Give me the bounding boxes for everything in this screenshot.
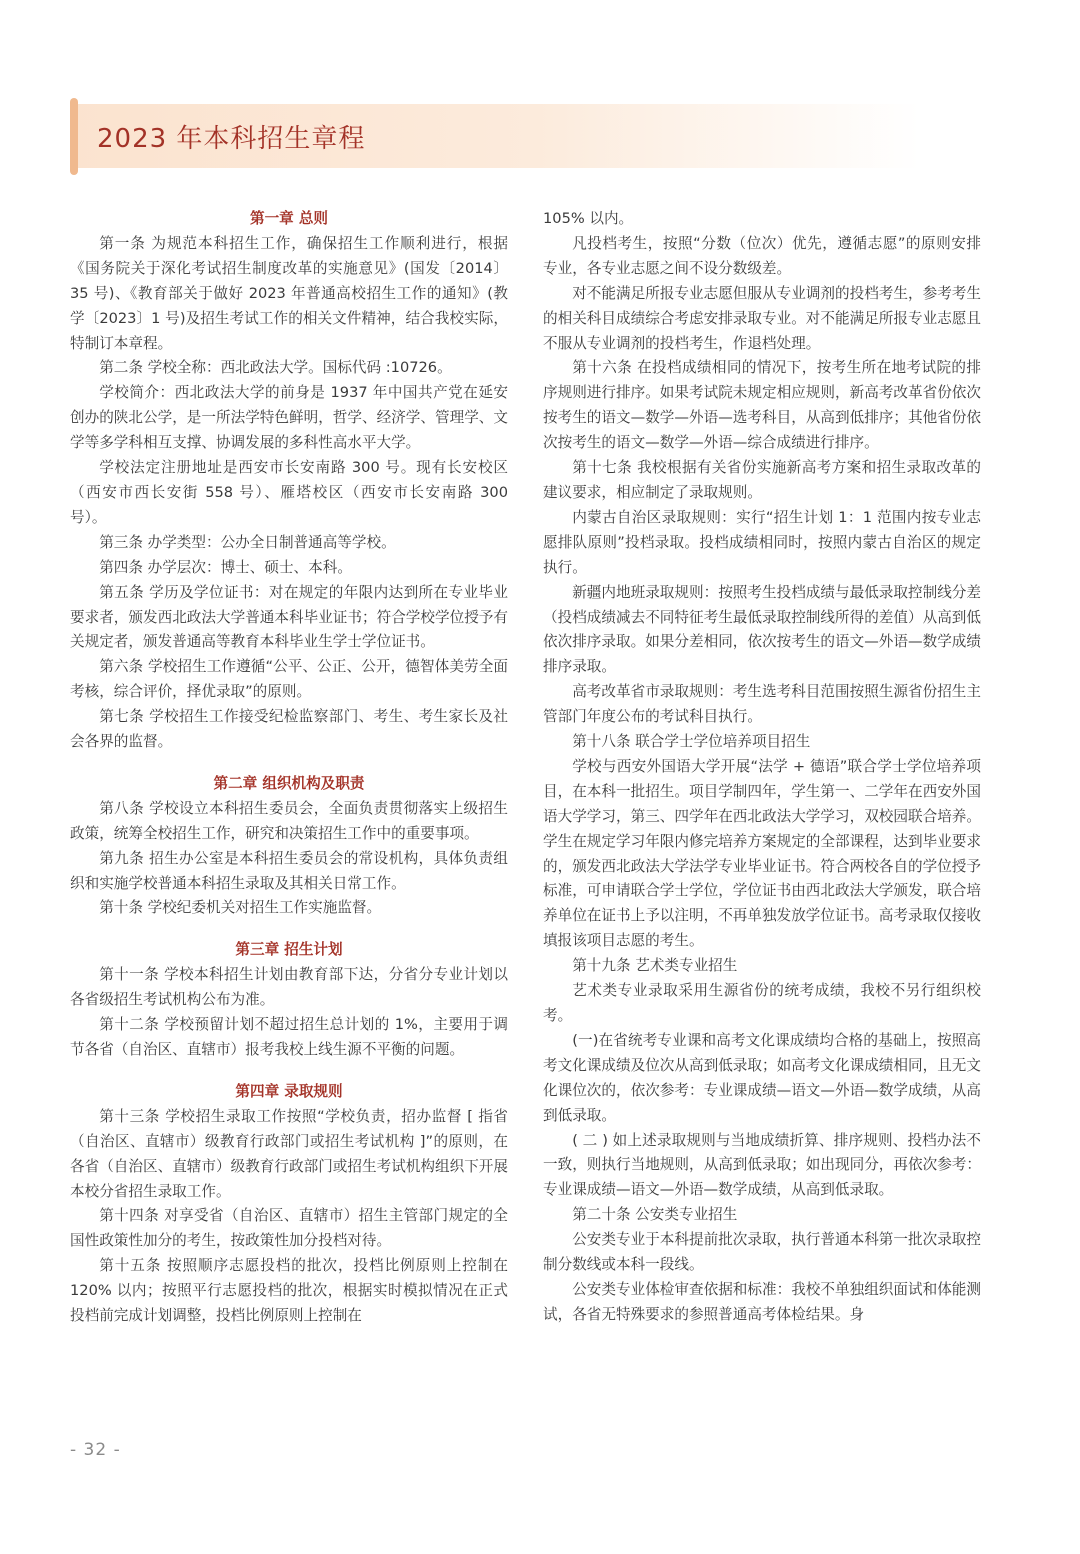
chapter-heading: 第四章 录取规则 xyxy=(235,1082,343,1100)
paragraph: 第七条 学校招生工作接受纪检监察部门、考生、考生家长及社会各界的监督。 xyxy=(70,708,508,751)
paragraph: 第十八条 联合学士学位培养项目招生 xyxy=(572,733,811,751)
paragraph: 内蒙古自治区录取规则：实行“招生计划 1：1 范围内按专业志愿排队原则”投档录取。投档成绩相同时，按照内蒙古自治区的规定执行。 xyxy=(543,508,981,576)
chapter-heading: 第三章 招生计划 xyxy=(235,941,343,959)
chapter-heading: 第一章 总则 xyxy=(249,210,329,227)
paragraph: 第十条 学校纪委机关对招生工作实施监督。 xyxy=(99,899,382,917)
paragraph: 第十一条 学校本科招生计划由教育部下达，分省分专业计划以各省级招生考试机构公布为准。 xyxy=(70,966,508,1009)
paragraph: 第八条 学校设立本科招生委员会，全面负责贯彻落实上级招生政策，统筹全校招生工作，研究和决策招生工作中的重要事项。 xyxy=(70,799,508,842)
paragraph: 第五条 学历及学位证书：对在规定的年限内达到所在专业毕业要求者，颁发西北政法大学普通本科毕业证书；符合学校学位授予有关规定者，颁发普通高等教育本科毕业生学士学位证书。 xyxy=(70,583,508,651)
paragraph: 对不能满足所报专业志愿但服从专业调剂的投档考生，参考考生的相关科目成绩综合考虑安排录取专业。对不能满足所报专业志愿且不服从专业调剂的投档考生，作退档处理。 xyxy=(543,284,981,352)
paragraph: 第十七条 我校根据有关省份实施新高考方案和招生录取改革的建议要求，相应制定了录取规则。 xyxy=(543,459,981,501)
paragraph: 第十五条 按照顺序志愿投档的批次，投档比例原则上控制在 120% 以内；按照平行志愿投档的批次，根据实时模拟情况在正式投档前完成计划调整，投档比例原则上控制在 xyxy=(70,1257,508,1325)
paragraph: 第十四条 对享受省（自治区、直辖市）招生主管部门规定的全国性政策性加分的考生，按政策性加分投档对待。 xyxy=(70,1207,508,1250)
paragraph: 学校法定注册地址是西安市长安南路 300 号。现有长安校区（西安市西长安街 558 号）、雁塔校区（西安市长安南路 300 号）。 xyxy=(70,459,508,526)
paragraph: 第二十条 公安类专业招生 xyxy=(572,1206,738,1224)
paragraph: (一)在省统考专业课和高考文化课成绩均合格的基础上，按照高考文化课成绩及位次从高到低录取；如高考文化课成绩相同，且无文化课位次的，依次参考：专业课成绩—语文—外语—数学成绩，从高到低录取。 xyxy=(543,1031,981,1124)
paragraph: 第十三条 学校招生录取工作按照“学校负责，招办监督 [ 指省（自治区、直辖市）级教育行政部门或招生考试机构 ]”的原则，在各省（自治区、直辖市）级教育行政部门或招生考试机构组织下开展本校分省招生录取工作。 xyxy=(70,1107,508,1200)
paragraph: 公安类专业于本科提前批次录取，执行普通本科第一批次录取控制分数线或本科一段线。 xyxy=(543,1231,981,1274)
paragraph: 学校与西安外国语大学开展“法学 + 德语”联合学士学位培养项目，在本科一批招生。项目学制四年，学生第一、二学年在西安外国语大学学习，第三、四学年在西北政法大学学习，双校园联合培养。学生在规定学习年限内修完培养方案规定的全部课程，达到毕业要求的，颁发西北政法大学法学专业毕业证书。符合两校各自的学位授予标准，可申请联合学士学位，学位证书由西北政法大学颁发，联合培养单位在证书上予以注明，不再单独发放学位证书。高考录取仅接收填报该项目志愿的考生。 xyxy=(543,757,981,950)
chapter-heading: 第二章 组织机构及职责 xyxy=(213,774,365,792)
paragraph: 凡投档考生，按照“分数（位次）优先，遵循志愿”的原则安排专业，各专业志愿之间不设分数级差。 xyxy=(543,234,981,277)
paragraph-continuation: 105% 以内。 xyxy=(543,210,634,227)
paragraph: 公安类专业体检审查依据和标准：我校不单独组织面试和体能测试，各省无特殊要求的参照普通高考体检结果。身 xyxy=(543,1280,981,1323)
paragraph: ( 二 ) 如上述录取规则与当地成绩折算、排序规则、投档办法不一致，则执行当地规则，从高到低录取；如出现同分，再依次参考：专业课成绩—语文—外语—数学成绩，从高到低录取。 xyxy=(543,1131,981,1199)
paragraph: 第一条 为规范本科招生工作，确保招生工作顺利进行，根据《国务院关于深化考试招生制度改革的实施意见》(国发〔2014〕35 号)、《教育部关于做好 2023 年普通高校招生工作的通知》(教学〔2023〕1 号)及招生考试工作的相关文件精神，结合我校实际，特制订本章程。 xyxy=(70,234,508,352)
page-title: 2023 年本科招生章程 xyxy=(97,124,366,154)
paragraph: 艺术类专业录取采用生源省份的统考成绩，我校不另行组织校考。 xyxy=(543,982,981,1024)
paragraph: 第四条 办学层次：博士、硕士、本科。 xyxy=(99,558,352,576)
paragraph: 第三条 办学类型：公办全日制普通高等学校。 xyxy=(99,533,396,551)
page-number: - 32 - xyxy=(70,1440,121,1460)
paragraph: 第六条 学校招生工作遵循“公平、公正、公开，德智体美劳全面考核，综合评价，择优录取”的原则。 xyxy=(70,658,508,701)
paragraph: 学校简介：西北政法大学的前身是 1937 年中国共产党在延安创办的陕北公学，是一所法学特色鲜明，哲学、经济学、管理学、文学等多学科相互支撑、协调发展的多科性高水平大学。 xyxy=(70,384,508,452)
left-column xyxy=(70,207,508,1329)
paragraph: 第十二条 学校预留计划不超过招生总计划的 1%，主要用于调节各省（自治区、直辖市）报考我校上线生源不平衡的问题。 xyxy=(70,1016,508,1058)
title-accent-bar xyxy=(70,98,78,175)
paragraph: 第十六条 在投档成绩相同的情况下，按考生所在地考试院的排序规则进行排序。如果考试院未规定相应规则，新高考改革省份依次按考生的语文—数学—外语—选考科目，从高到低排序；其他省份依次按考生的语文—数学—外语—综合成绩进行排序。 xyxy=(543,359,981,452)
paragraph: 新疆内地班录取规则：按照考生投档成绩与最低录取控制线分差（投档成绩减去不同特征考生最低录取控制线所得的差值）从高到低依次排序录取。如果分差相同，依次按考生的语文—外语—数学成绩排序录取。 xyxy=(543,583,981,676)
paragraph: 第十九条 艺术类专业招生 xyxy=(572,957,738,975)
paragraph: 第二条 学校全称：西北政法大学。国标代码 :10726。 xyxy=(99,359,452,377)
paragraph: 高考改革省市录取规则：考生选考科目范围按照生源省份招生主管部门年度公布的考试科目执行。 xyxy=(543,683,981,726)
right-column xyxy=(543,207,981,1328)
paragraph: 第九条 招生办公室是本科招生委员会的常设机构，具体负责组织和实施学校普通本科招生录取及其相关日常工作。 xyxy=(70,849,508,892)
